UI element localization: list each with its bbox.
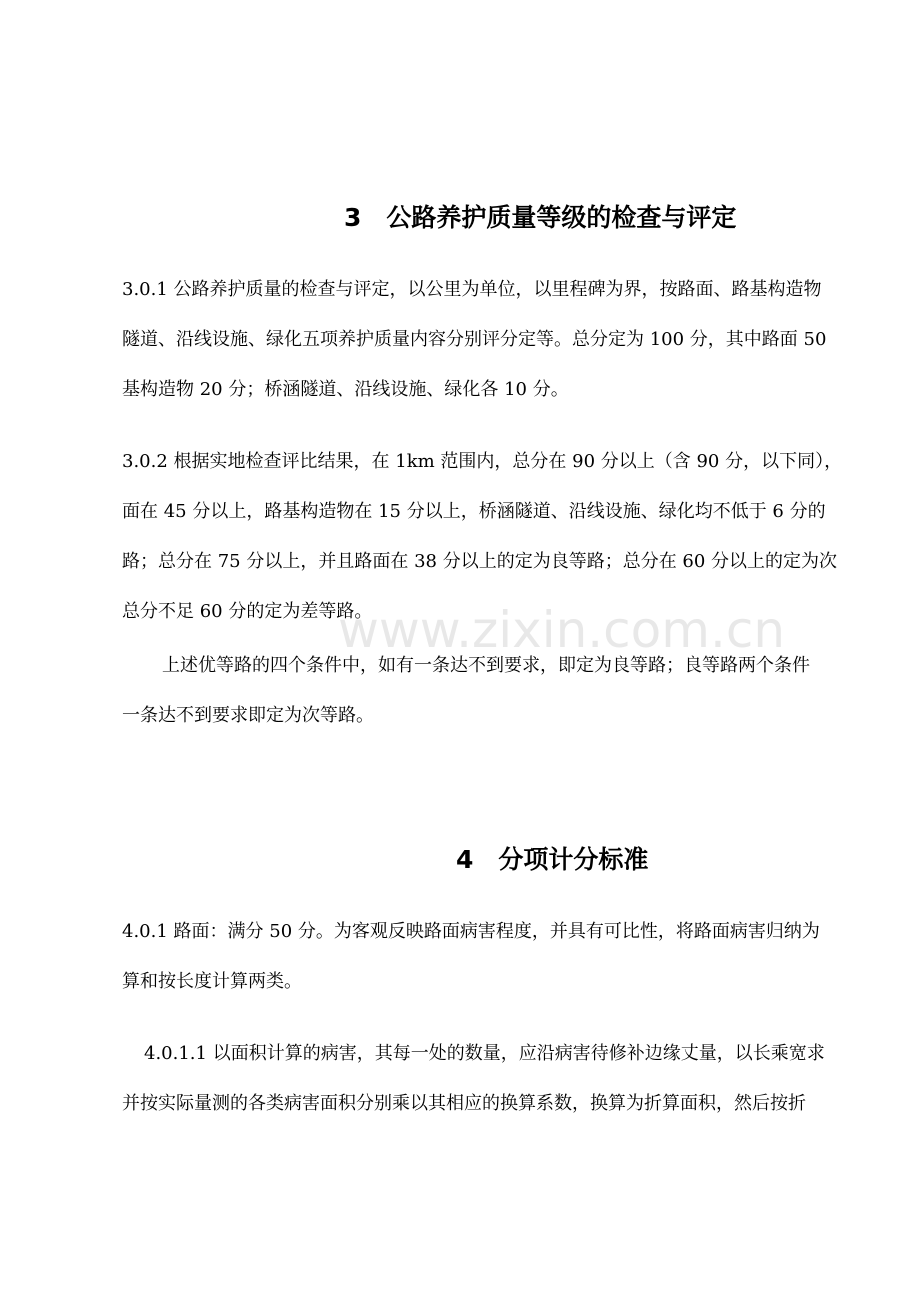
text-line: 上述优等路的四个条件中，如有一条达不到要求，即定为良等路；良等路两个条件 [162,655,810,676]
text-line: 4.0.1 路面：满分 50 分。为客观反映路面病害程度，并具有可比性，将路面病害归纳为 [122,921,820,942]
text-line: 4.0.1.1 以面积计算的病害，其每一处的数量，应沿病害待修补边缘丈量，以长乘宽求 [144,1043,825,1064]
text-line: 隧道、沿线设施、绿化五项养护质量内容分别评分定等。总分定为 100 分，其中路面 50 [122,329,827,350]
text-line: 基构造物 20 分；桥涵隧道、沿线设施、绿化各 10 分。 [122,379,569,400]
section-3-title: 公路养护质量等级的检查与评定 [386,203,737,232]
text-line: 并按实际量测的各类病害面积分别乘以其相应的换算系数，换算为折算面积，然后按折 [122,1093,806,1114]
text-line: 面在 45 分以上，路基构造物在 15 分以上，桥涵隧道、沿线设施、绿化均不低于 6 分的 [122,501,826,522]
text-line: 3.0.2 根据实地检查评比结果，在 1km 范围内，总分在 90 分以上（含 90 分，以下同）， [122,451,843,472]
watermark: www.zixin.com.cn [338,601,786,659]
text-line: 算和按长度计算两类。 [122,971,302,992]
section-4-number: 4 [456,845,474,874]
text-line: 路；总分在 75 分以上，并且路面在 38 分以上的定为良等路；总分在 60 分以上的定为次 [122,551,838,572]
section-3-heading [344,203,736,233]
text-line: 3.0.1 公路养护质量的检查与评定，以公里为单位，以里程碑为界，按路面、路基构造物 [122,279,822,300]
text-line: 一条达不到要求即定为次等路。 [122,705,374,726]
section-4-title: 分项计分标准 [498,845,649,874]
text-line: 总分不足 60 分的定为差等路。 [122,601,373,622]
section-4-heading [456,845,648,875]
section-3-number: 3 [344,203,362,232]
